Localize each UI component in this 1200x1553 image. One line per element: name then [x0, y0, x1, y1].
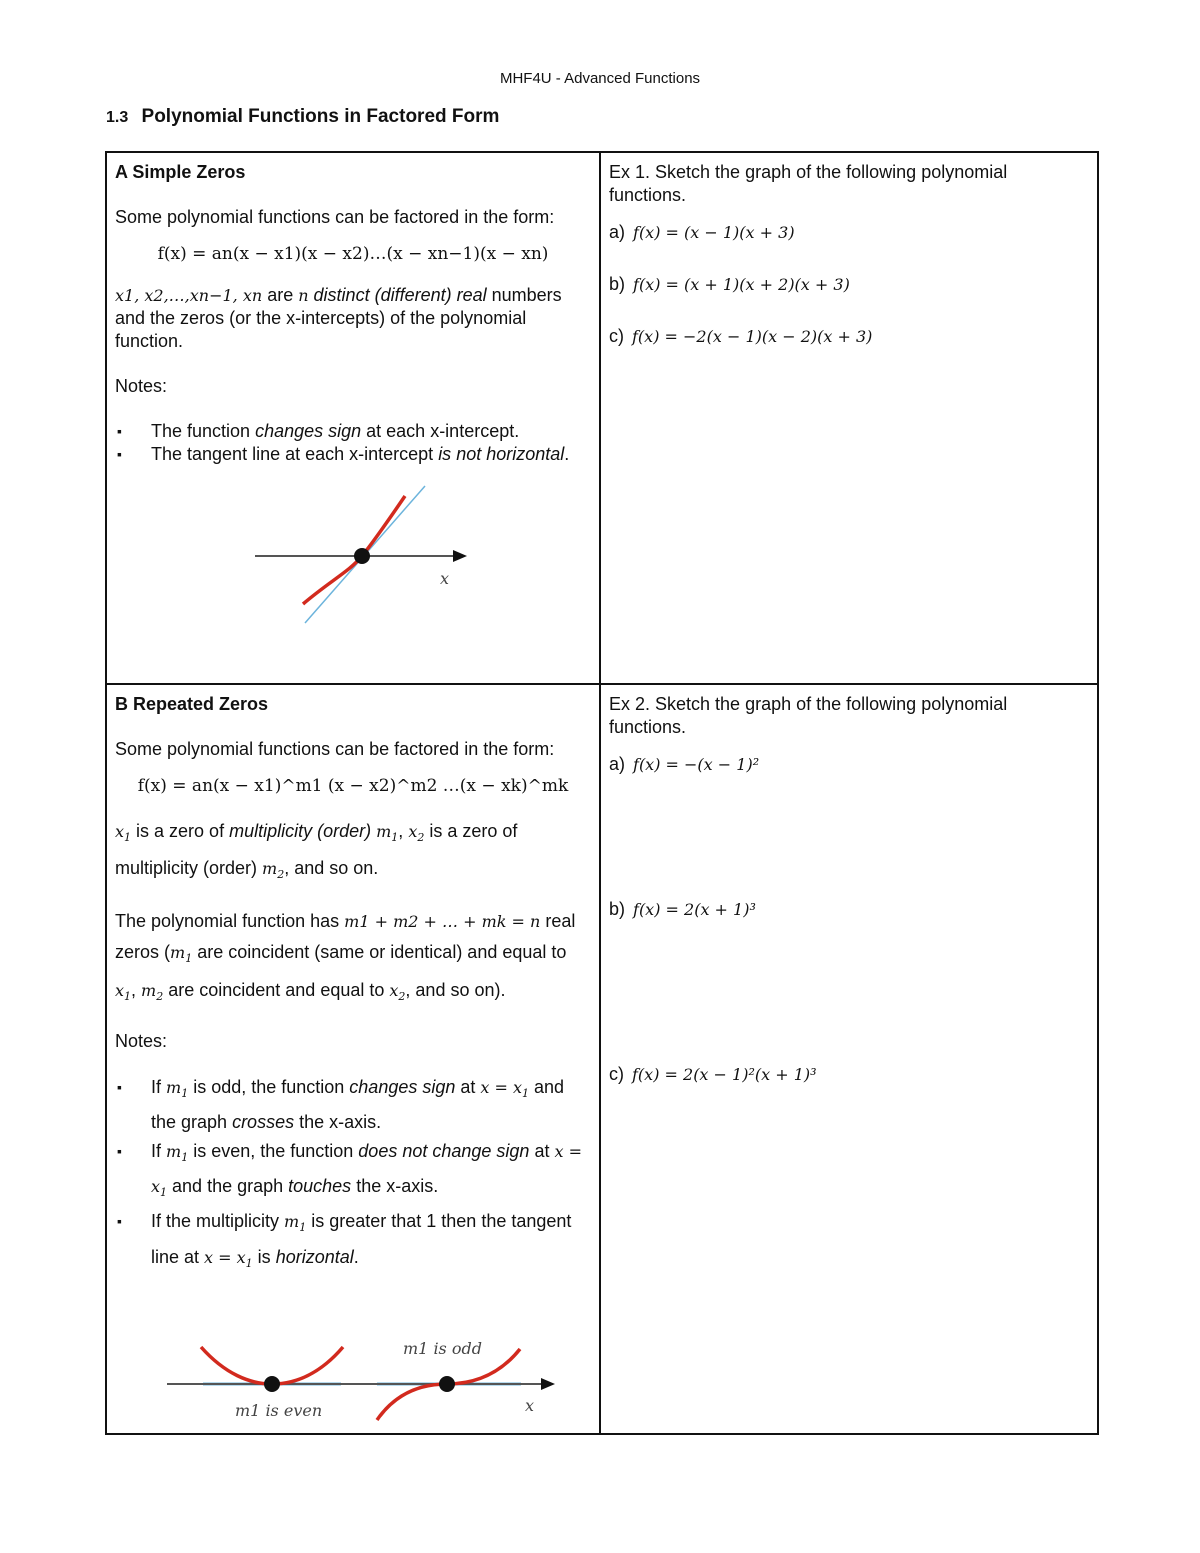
label-m1-odd: m1 is odd [403, 1338, 482, 1358]
page-header: MHF4U - Advanced Functions [499, 70, 701, 87]
repeated-zero-diagram [115, 1314, 591, 1424]
simple-zeros-heading: A Simple Zeros [115, 162, 246, 182]
repeated-zeros-intro: Some polynomial functions can be factored in the form: [115, 739, 555, 759]
section-heading: Polynomial Functions in Factored Form [141, 106, 500, 127]
example-2-a: a) f(x) = −(x − 1)² [609, 754, 760, 774]
desc-rest: numbers and the zeros (or the x-intercepts) of the polynomial function. [115, 285, 562, 351]
example-1-heading: Ex 1. Sketch the graph of the following polynomial functions. [609, 162, 1008, 205]
label-m1-even: m1 is even [235, 1400, 323, 1420]
example-2-cell [600, 684, 1098, 1434]
example-2-heading: Ex 2. Sketch the graph of the following polynomial functions. [609, 694, 1008, 737]
list-item: ▪ The tangent line at each x-intercept is not horizontal. [115, 443, 591, 466]
simple-zeros-formula: f(x) = an(x − x1)(x − x2)…(x − xn−1)(x − xn) [157, 244, 549, 264]
coincident-description: The polynomial function has m1 + m2 + … + mk = n real zeros ($m_1$ are coincident (same or identical) and equal to $x_1$, $m_2$ are coincident and equal to $x_2$, and so on). [115, 911, 576, 1003]
multiplicity-description: $x_1$ is a zero of multiplicity (order) $m_1$, $x_2$ is a zero of multiplicity (order) $m_2$, and so on. [115, 821, 518, 882]
curve [303, 496, 405, 604]
desc-n: n [298, 286, 309, 305]
simple-zeros-cell [106, 152, 600, 684]
simple-zeros-notes [115, 420, 591, 466]
simple-zeros-intro: Some polynomial functions can be factored in the form: [115, 207, 555, 227]
repeated-zeros-cell [106, 684, 600, 1434]
example-1-a: a) f(x) = (x − 1)(x + 3) [609, 222, 795, 242]
section-title [106, 106, 499, 128]
example-2-c: c) f(x) = 2(x − 1)²(x + 1)³ [609, 1064, 817, 1084]
x-axis-arrow-icon [453, 550, 467, 562]
zero-point [354, 548, 370, 564]
notes-label: Notes: [115, 376, 168, 396]
x-axis-label: x [525, 1395, 535, 1415]
simple-zero-diagram [115, 466, 591, 626]
table-row [106, 152, 1098, 684]
repeated-zeros-notes [115, 1073, 591, 1278]
list-item: ▪ The function changes sign at each x-intercept. [115, 420, 591, 443]
example-1-b: b) f(x) = (x + 1)(x + 2)(x + 3) [609, 274, 850, 294]
example-1-c: c) f(x) = −2(x − 1)(x − 2)(x + 3) [609, 326, 873, 346]
zero-point-odd [439, 1376, 455, 1392]
desc-distinct: distinct (different) real [313, 285, 487, 305]
x-axis-label: x [440, 569, 450, 588]
desc-are: are [267, 285, 294, 305]
repeated-zeros-formula: f(x) = an(x − x1)^m1 (x − x2)^m2 …(x − xk)^mk [137, 776, 569, 796]
notes-label: Notes: [115, 1030, 168, 1051]
example-2-b: b) f(x) = 2(x + 1)³ [609, 899, 756, 919]
simple-zeros-description [115, 284, 591, 353]
zeros-variables: x1, x2,…,xn−1, xn [115, 286, 263, 305]
list-item: ▪ If $m_1$ is odd, the function changes sign at $x = x_1$ and the graph crosses the x-axis. [115, 1073, 591, 1137]
x-axis-arrow-icon [541, 1378, 555, 1390]
example-1-cell [600, 152, 1098, 684]
list-item: ▪ If $m_1$ is even, the function does not change sign at $x = x_1$ and the graph touches the x-axis. [115, 1137, 591, 1207]
table-row [106, 684, 1098, 1434]
zero-point-even [264, 1376, 280, 1392]
repeated-zeros-heading: B Repeated Zeros [115, 694, 269, 714]
section-number: 1.3 [106, 109, 129, 126]
list-item: ▪ If the multiplicity $m_1$ is greater that 1 then the tangent line at $x = x_1$ is horizontal. [115, 1207, 591, 1277]
notes-table [105, 151, 1099, 1435]
